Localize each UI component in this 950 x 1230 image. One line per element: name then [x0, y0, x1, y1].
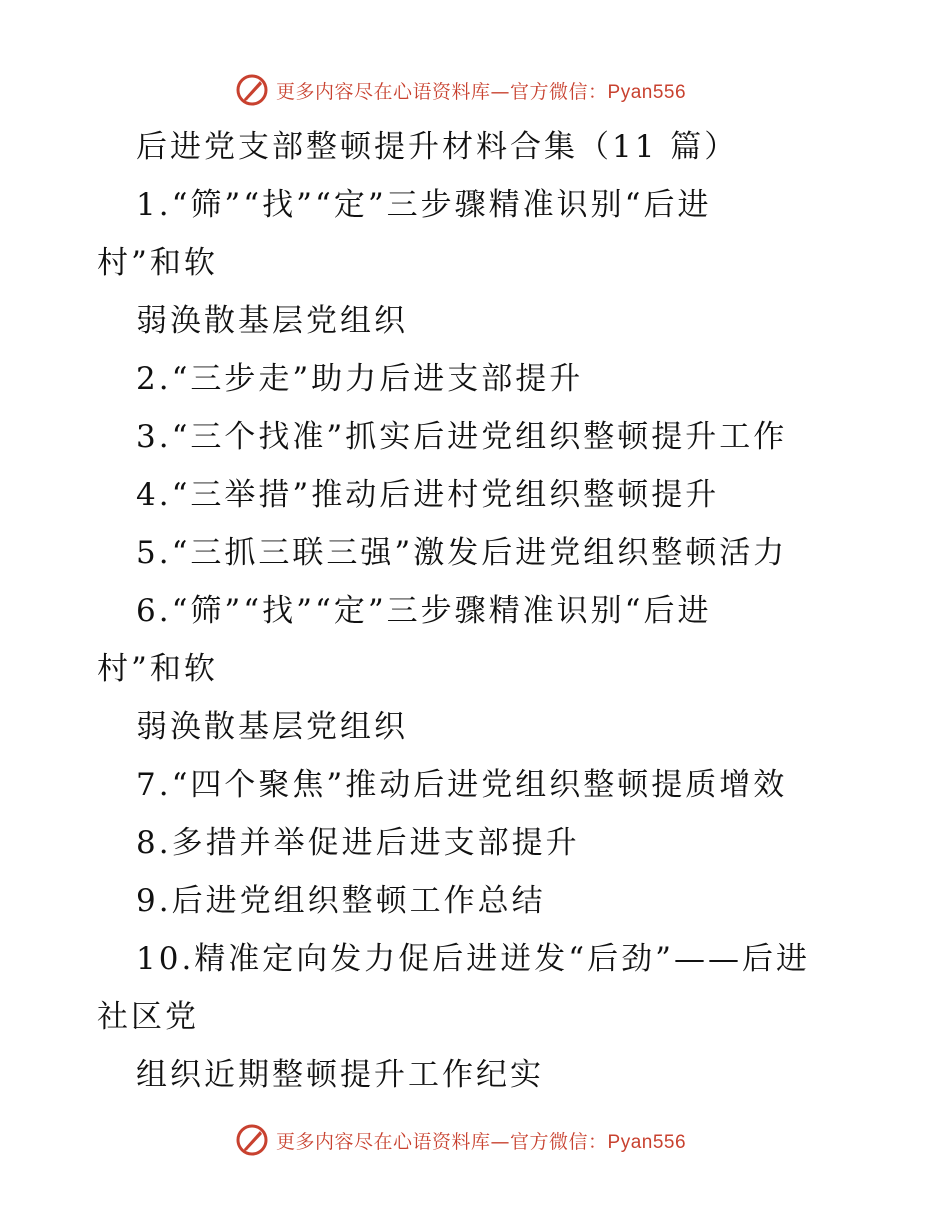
feather-pen-logo-icon	[234, 1122, 270, 1158]
list-item-1: 1.“筛”“找”“定”三步骤精准识别“后进	[136, 187, 712, 223]
watermark-text: 更多内容尽在心语资料库—官方微信：Pyan556	[276, 80, 687, 103]
list-item-1-continued: 村”和软	[97, 245, 218, 281]
list-item-6-continued: 村”和软	[97, 651, 218, 687]
list-item-10-continued: 组织近期整顿提升工作纪实	[136, 1057, 544, 1093]
feather-pen-logo-icon	[234, 72, 270, 108]
list-item-2: 2.“三步走”助力后进支部提升	[136, 361, 584, 397]
watermark-footer	[234, 1120, 686, 1160]
list-item-5: 5.“三抓三联三强”激发后进党组织整顿活力	[136, 535, 788, 571]
list-item-4: 4.“三举措”推动后进村党组织整顿提升	[136, 477, 720, 513]
document-title: 后进党支部整顿提升材料合集（11 篇）	[136, 129, 739, 165]
watermark-text: 更多内容尽在心语资料库—官方微信：Pyan556	[276, 1130, 687, 1153]
list-item-8: 8.多措并举促进后进支部提升	[136, 825, 580, 861]
list-item-9: 9.后进党组织整顿工作总结	[136, 883, 546, 919]
list-item-6: 6.“筛”“找”“定”三步骤精准识别“后进	[136, 593, 712, 629]
list-item-3: 3.“三个找准”抓实后进党组织整顿提升工作	[136, 419, 788, 455]
list-item-7: 7.“四个聚焦”推动后进党组织整顿提质增效	[136, 767, 788, 803]
list-item-10: 10.精准定向发力促后进迸发“后劲”——后进	[136, 941, 810, 977]
list-item-1-continued: 弱涣散基层党组织	[136, 303, 408, 339]
list-item-10-continued: 社区党	[97, 999, 199, 1035]
watermark-header	[234, 70, 686, 110]
list-item-6-continued: 弱涣散基层党组织	[136, 709, 408, 745]
